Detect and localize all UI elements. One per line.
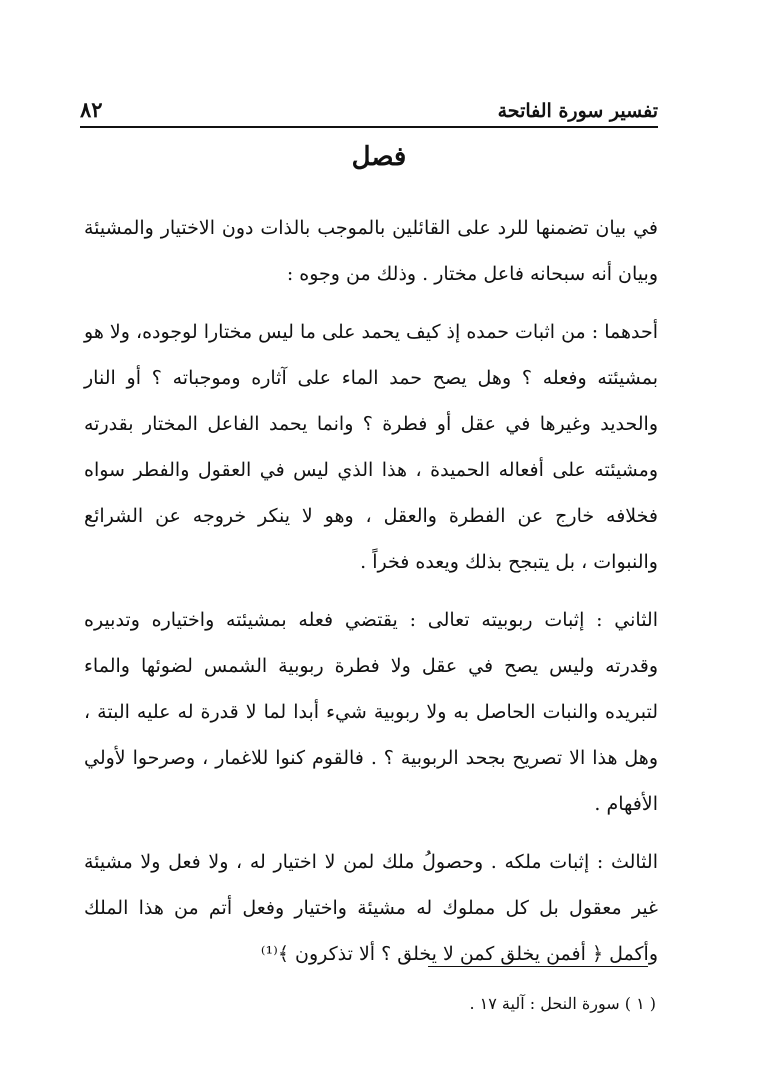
running-title: تفسير سورة الفاتحة xyxy=(497,100,658,122)
section-title: فصل xyxy=(351,142,407,172)
paragraph-second: الثاني : إثبات ربوبيته تعالى : يقتضي فعله بمشيئته واختياره وتدبيره وقدرته وليس يصح في عقل ولا فطرة ربوبية الشمس لضوئها والماء لتبريده والنبات الحاصل به ولا ربوبية شيء أبدا لما لا قدرة له عليه البتة ، وهل هذا الا تصريح بجحد الربوبية ؟ . فالقوم كنوا للاغمار ، وصرحوا لأولي الأفهام . xyxy=(84,609,658,815)
body-text xyxy=(84,205,658,989)
paragraph-first: أحدهما : من اثبات حمده إذ كيف يحمد على ما ليس مختارا لوجوده، ولا هو بمشيئته وفعله ؟ وهل يصح حمد الماء على آثاره وموجباته ؟ أو النار والحديد وغيرها في عقل أو فطرة ؟ وانما يحمد الفاعل المختار بقدرته ومشيئته على أفعاله الحميدة ، هذا الذي ليس في العقول والفطر سواه فخلافه خارج عن الفطرة والعقل ، وهو لا ينكر خروجه عن الشرائع والنبوات ، بل يتبجح بذلك ويعده فخراً . xyxy=(84,321,658,573)
page-number: ٨٢ xyxy=(80,97,103,122)
paragraph-third: الثالث : إثبات ملكه . وحصولُ ملك لمن لا اختيار له ، ولا فعل ولا مشيئة غير معقول بل كل مملوك له مشيئة واختيار وفعل أتم من هذا الملك وأكمل ﴿ أفمن يخلق كمن لا يخلق ؟ ألا تذكرون ﴾⁽¹⁾ xyxy=(84,851,658,965)
page-header xyxy=(80,82,658,128)
footnote-divider xyxy=(428,966,648,967)
footnote: ( ١ ) سورة النحل : آلية ١٧ . xyxy=(469,994,656,1013)
paragraph-intro: في بيان تضمنها للرد على القائلين بالموجب بالذات دون الاختيار والمشيئة وبيان أنه سبحانه فاعل مختار . وذلك من وجوه : xyxy=(84,217,658,285)
